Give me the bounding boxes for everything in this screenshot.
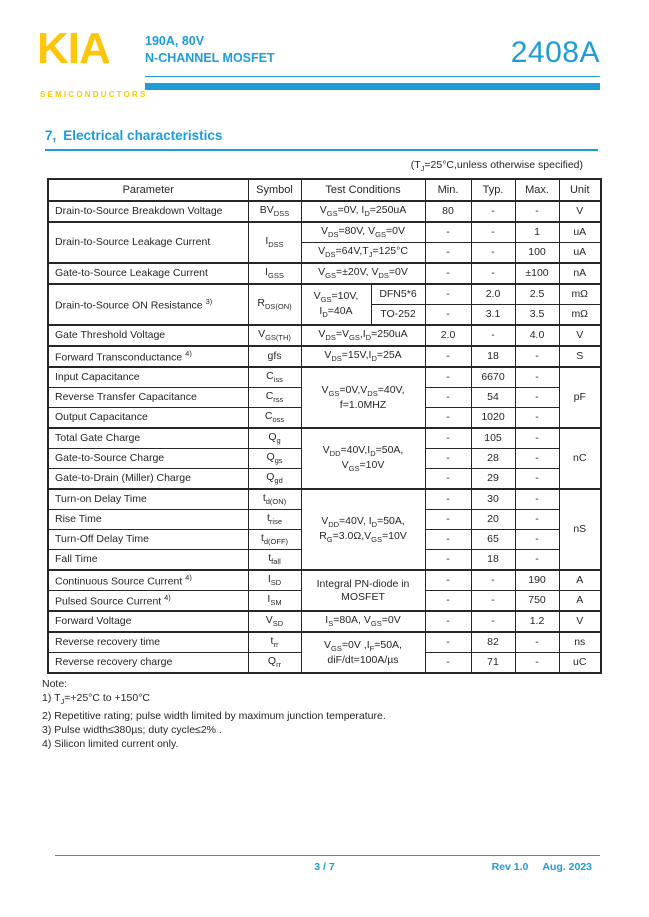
- table-cell: $Q_g$: [248, 428, 301, 449]
- table-cell: 71: [471, 653, 515, 674]
- parameter-cell: Reverse recovery charge: [48, 653, 248, 674]
- note-line: 1) $T_J=+25^\circ C$ to +150°C: [42, 692, 150, 707]
- table-cell: -: [425, 510, 471, 530]
- table-cell: -: [515, 408, 559, 429]
- notes-title: Note:: [42, 678, 68, 690]
- table-cell: -: [425, 570, 471, 591]
- column-header: Typ.: [471, 179, 515, 201]
- table-cell: 54: [471, 388, 515, 408]
- table-cell: $V_{GS}=0V$ $,I_F=50A$, diF/dt=100A/µs: [301, 632, 425, 673]
- table-row: [48, 222, 601, 243]
- column-header: Symbol: [248, 179, 301, 201]
- logo-subtitle: SEMICONDUCTORS: [40, 90, 148, 99]
- table-cell: $Q_{gs}$: [248, 449, 301, 469]
- table-cell: -: [425, 489, 471, 510]
- column-header: Unit: [559, 179, 601, 201]
- table-cell: -: [515, 653, 559, 674]
- table-cell: uC: [559, 653, 601, 674]
- parameter-cell: Output Capacitance: [48, 408, 248, 429]
- parameter-cell: Pulsed Source Current $^{4)}$: [48, 591, 248, 612]
- table-cell: $t_{d(ON)}$: [248, 489, 301, 510]
- table-cell: 3.1: [471, 305, 515, 326]
- table-cell: DFN5*6: [371, 284, 425, 305]
- table-cell: -: [425, 428, 471, 449]
- table-cell: 6670: [471, 367, 515, 388]
- table-cell: -: [471, 570, 515, 591]
- parameter-cell: Forward Transconductance $^{4)}$: [48, 346, 248, 367]
- table-cell: -: [425, 530, 471, 550]
- table-cell: $V_{DS}=80V$, $V_{GS}=0V$: [301, 222, 425, 243]
- table-cell: $Q_{gd}$: [248, 469, 301, 490]
- parameter-cell: Gate Threshold Voltage: [48, 325, 248, 346]
- table-cell: $t_{rr}$: [248, 632, 301, 653]
- parameter-cell: Forward Voltage: [48, 611, 248, 632]
- table-cell: -: [425, 408, 471, 429]
- table-cell: $V_{DS}=64V,T_J=125^\circ C$: [301, 243, 425, 264]
- table-cell: 2.0: [471, 284, 515, 305]
- table-cell: -: [515, 388, 559, 408]
- column-header: Min.: [425, 179, 471, 201]
- table-cell: 100: [515, 243, 559, 264]
- table-cell: Integral PN-diode in MOSFET: [301, 570, 425, 611]
- test-condition-note: ($T_J=25^\circ C,unless$ otherwise specified): [410, 159, 583, 174]
- table-row: [48, 325, 601, 346]
- table-cell: -: [515, 550, 559, 571]
- kia-logo: KIA: [37, 24, 110, 73]
- table-cell: $V_{DD}=40V,I_D=50A$, $V_{GS}=10V$: [301, 428, 425, 489]
- note-line: 4) Silicon limited current only.: [42, 738, 179, 751]
- table-cell: -: [425, 469, 471, 490]
- table-row: [48, 632, 601, 653]
- table-cell: $V_{GS}=0V,V_{DS}=40V$, f=1.0MHZ: [301, 367, 425, 428]
- table-cell: $I_{SM}$: [248, 591, 301, 612]
- table-cell: -: [471, 243, 515, 264]
- table-cell: V: [559, 201, 601, 222]
- table-cell: -: [425, 284, 471, 305]
- table-cell: -: [471, 263, 515, 284]
- header-rule-thick: [145, 83, 600, 90]
- table-cell: -: [425, 611, 471, 632]
- table-cell: $Q_{rr}$: [248, 653, 301, 674]
- table-cell: 20: [471, 510, 515, 530]
- table-cell: 750: [515, 591, 559, 612]
- electrical-characteristics-table: [47, 178, 602, 674]
- table-cell: $I_S=80A$, $V_{GS}=0V$: [301, 611, 425, 632]
- header-rule-thin: [145, 76, 600, 77]
- table-cell: -: [471, 201, 515, 222]
- parameter-cell: Drain-to-Source Leakage Current: [48, 222, 248, 263]
- table-row: [48, 570, 601, 591]
- table-cell: -: [515, 201, 559, 222]
- parameter-cell: Gate-to-Source Charge: [48, 449, 248, 469]
- table-cell: -: [425, 346, 471, 367]
- table-cell: mΩ: [559, 284, 601, 305]
- parameter-cell: Turn-Off Delay Time: [48, 530, 248, 550]
- table-cell: 190: [515, 570, 559, 591]
- table-cell: -: [515, 428, 559, 449]
- table-cell: -: [425, 305, 471, 326]
- table-cell: -: [425, 591, 471, 612]
- section-label: Electrical characteristics: [63, 128, 223, 143]
- parameter-cell: Total Gate Charge: [48, 428, 248, 449]
- revision-date: Aug. 2023: [542, 861, 592, 873]
- table-cell: pF: [559, 367, 601, 428]
- table-cell: 1: [515, 222, 559, 243]
- section-title: [45, 128, 222, 143]
- table-cell: -: [425, 367, 471, 388]
- note-line: 3) Pulse width≤380µs; duty cycle≤2% .: [42, 724, 222, 737]
- table-cell: 1020: [471, 408, 515, 429]
- table-cell: 2.0: [425, 325, 471, 346]
- table-cell: uA: [559, 243, 601, 264]
- table-cell: 82: [471, 632, 515, 653]
- table-cell: ±100: [515, 263, 559, 284]
- table-cell: $V_{DD}=40V$, $I_D=50A$, $R_G=3.0\Omega,V_{GS}=10V$: [301, 489, 425, 570]
- table-cell: 1.2: [515, 611, 559, 632]
- table-cell: uA: [559, 222, 601, 243]
- device-type: N-CHANNEL MOSFET: [145, 51, 275, 65]
- table-cell: $R_{DS(ON)}$: [248, 284, 301, 325]
- table-cell: $V_{DS}=15V,I_D=25A$: [301, 346, 425, 367]
- table-cell: A: [559, 591, 601, 612]
- parameter-cell: Rise Time: [48, 510, 248, 530]
- table-cell: -: [425, 222, 471, 243]
- part-summary: [145, 33, 275, 67]
- table-cell: -: [515, 510, 559, 530]
- table-cell: 105: [471, 428, 515, 449]
- table-cell: TO-252: [371, 305, 425, 326]
- table-cell: -: [515, 489, 559, 510]
- parameter-cell: Reverse recovery time: [48, 632, 248, 653]
- table-row: [48, 489, 601, 510]
- table-cell: -: [471, 611, 515, 632]
- revision-info: [492, 861, 592, 873]
- table-cell: $V_{GS}=0V$, $I_D=250uA$: [301, 201, 425, 222]
- table-cell: 3.5: [515, 305, 559, 326]
- table-cell: 80: [425, 201, 471, 222]
- table-row: [48, 284, 601, 305]
- table-cell: -: [471, 325, 515, 346]
- table-cell: 4.0: [515, 325, 559, 346]
- table-cell: $V_{GS}=10V$, $I_D=40A$: [301, 284, 371, 325]
- table-cell: 18: [471, 346, 515, 367]
- table-cell: -: [515, 530, 559, 550]
- parameter-cell: Drain-to-Source ON Resistance $^{3)}$: [48, 284, 248, 325]
- table-cell: V: [559, 611, 601, 632]
- table-cell: -: [425, 550, 471, 571]
- table-row: [48, 263, 601, 284]
- table-body: [48, 179, 601, 673]
- table-row: [48, 346, 601, 367]
- table-cell: mΩ: [559, 305, 601, 326]
- table-cell: A: [559, 570, 601, 591]
- table-cell: -: [425, 263, 471, 284]
- table-cell: -: [425, 653, 471, 674]
- table-cell: -: [425, 243, 471, 264]
- table-cell: 30: [471, 489, 515, 510]
- table-cell: $C_{rss}$: [248, 388, 301, 408]
- table-cell: ns: [559, 632, 601, 653]
- table-cell: -: [471, 591, 515, 612]
- table-cell: 29: [471, 469, 515, 490]
- table-cell: -: [425, 388, 471, 408]
- table-cell: $I_{DSS}$: [248, 222, 301, 263]
- table-cell: $C_{oss}$: [248, 408, 301, 429]
- table-cell: $C_{iss}$: [248, 367, 301, 388]
- column-header: Parameter: [48, 179, 248, 201]
- parameter-cell: Turn-on Delay Time: [48, 489, 248, 510]
- table-cell: -: [515, 469, 559, 490]
- table-cell: 2.5: [515, 284, 559, 305]
- table-cell: $I_{GSS}$: [248, 263, 301, 284]
- table-cell: $t_{rise}$: [248, 510, 301, 530]
- section-number: 7,: [45, 128, 57, 143]
- table-row: [48, 428, 601, 449]
- revision: Rev 1.0: [491, 861, 529, 873]
- table-cell: gfs: [248, 346, 301, 367]
- table-cell: 28: [471, 449, 515, 469]
- table-cell: $BV_{DSS}$: [248, 201, 301, 222]
- table-cell: 18: [471, 550, 515, 571]
- footer-rule: [55, 855, 600, 856]
- parameter-cell: Fall Time: [48, 550, 248, 571]
- table-cell: $I_{SD}$: [248, 570, 301, 591]
- table-row: [48, 201, 601, 222]
- parameter-cell: Drain-to-Source Breakdown Voltage: [48, 201, 248, 222]
- table-cell: $t_{d(OFF)}$: [248, 530, 301, 550]
- table-cell: $V_{SD}$: [248, 611, 301, 632]
- table-cell: nC: [559, 428, 601, 489]
- table-cell: $V_{GS}=\pm 20V$, $V_{DS}=0V$: [301, 263, 425, 284]
- table-cell: $V_{DS}=V_{GS},I_D=250uA$: [301, 325, 425, 346]
- rating-line: 190A, 80V: [145, 34, 205, 48]
- table-cell: -: [515, 346, 559, 367]
- table-cell: -: [425, 449, 471, 469]
- table-cell: nA: [559, 263, 601, 284]
- parameter-cell: Continuous Source Current $^{4)}$: [48, 570, 248, 591]
- table-cell: -: [515, 632, 559, 653]
- parameter-cell: Input Capacitance: [48, 367, 248, 388]
- notes-block: [42, 677, 386, 751]
- table-row: [48, 611, 601, 632]
- table-row: [48, 367, 601, 388]
- part-number: 2408A: [510, 36, 600, 69]
- parameter-cell: Gate-to-Source Leakage Current: [48, 263, 248, 284]
- table-cell: S: [559, 346, 601, 367]
- column-header: Test Conditions: [301, 179, 425, 201]
- parameter-cell: Reverse Transfer Capacitance: [48, 388, 248, 408]
- column-header: Max.: [515, 179, 559, 201]
- table-cell: -: [471, 222, 515, 243]
- table-cell: $t_{fall}$: [248, 550, 301, 571]
- table-cell: -: [425, 632, 471, 653]
- parameter-cell: Gate-to-Drain (Miller) Charge: [48, 469, 248, 490]
- table-cell: 65: [471, 530, 515, 550]
- table-cell: V: [559, 325, 601, 346]
- page-number: 3 / 7: [314, 861, 335, 873]
- table-cell: -: [515, 367, 559, 388]
- section-underline: [45, 149, 598, 151]
- table-cell: $V_{GS(TH)}$: [248, 325, 301, 346]
- table-cell: nS: [559, 489, 601, 570]
- note-line: 2) Repetitive rating; pulse width limited by maximum junction temperature.: [42, 710, 386, 723]
- table-cell: -: [515, 449, 559, 469]
